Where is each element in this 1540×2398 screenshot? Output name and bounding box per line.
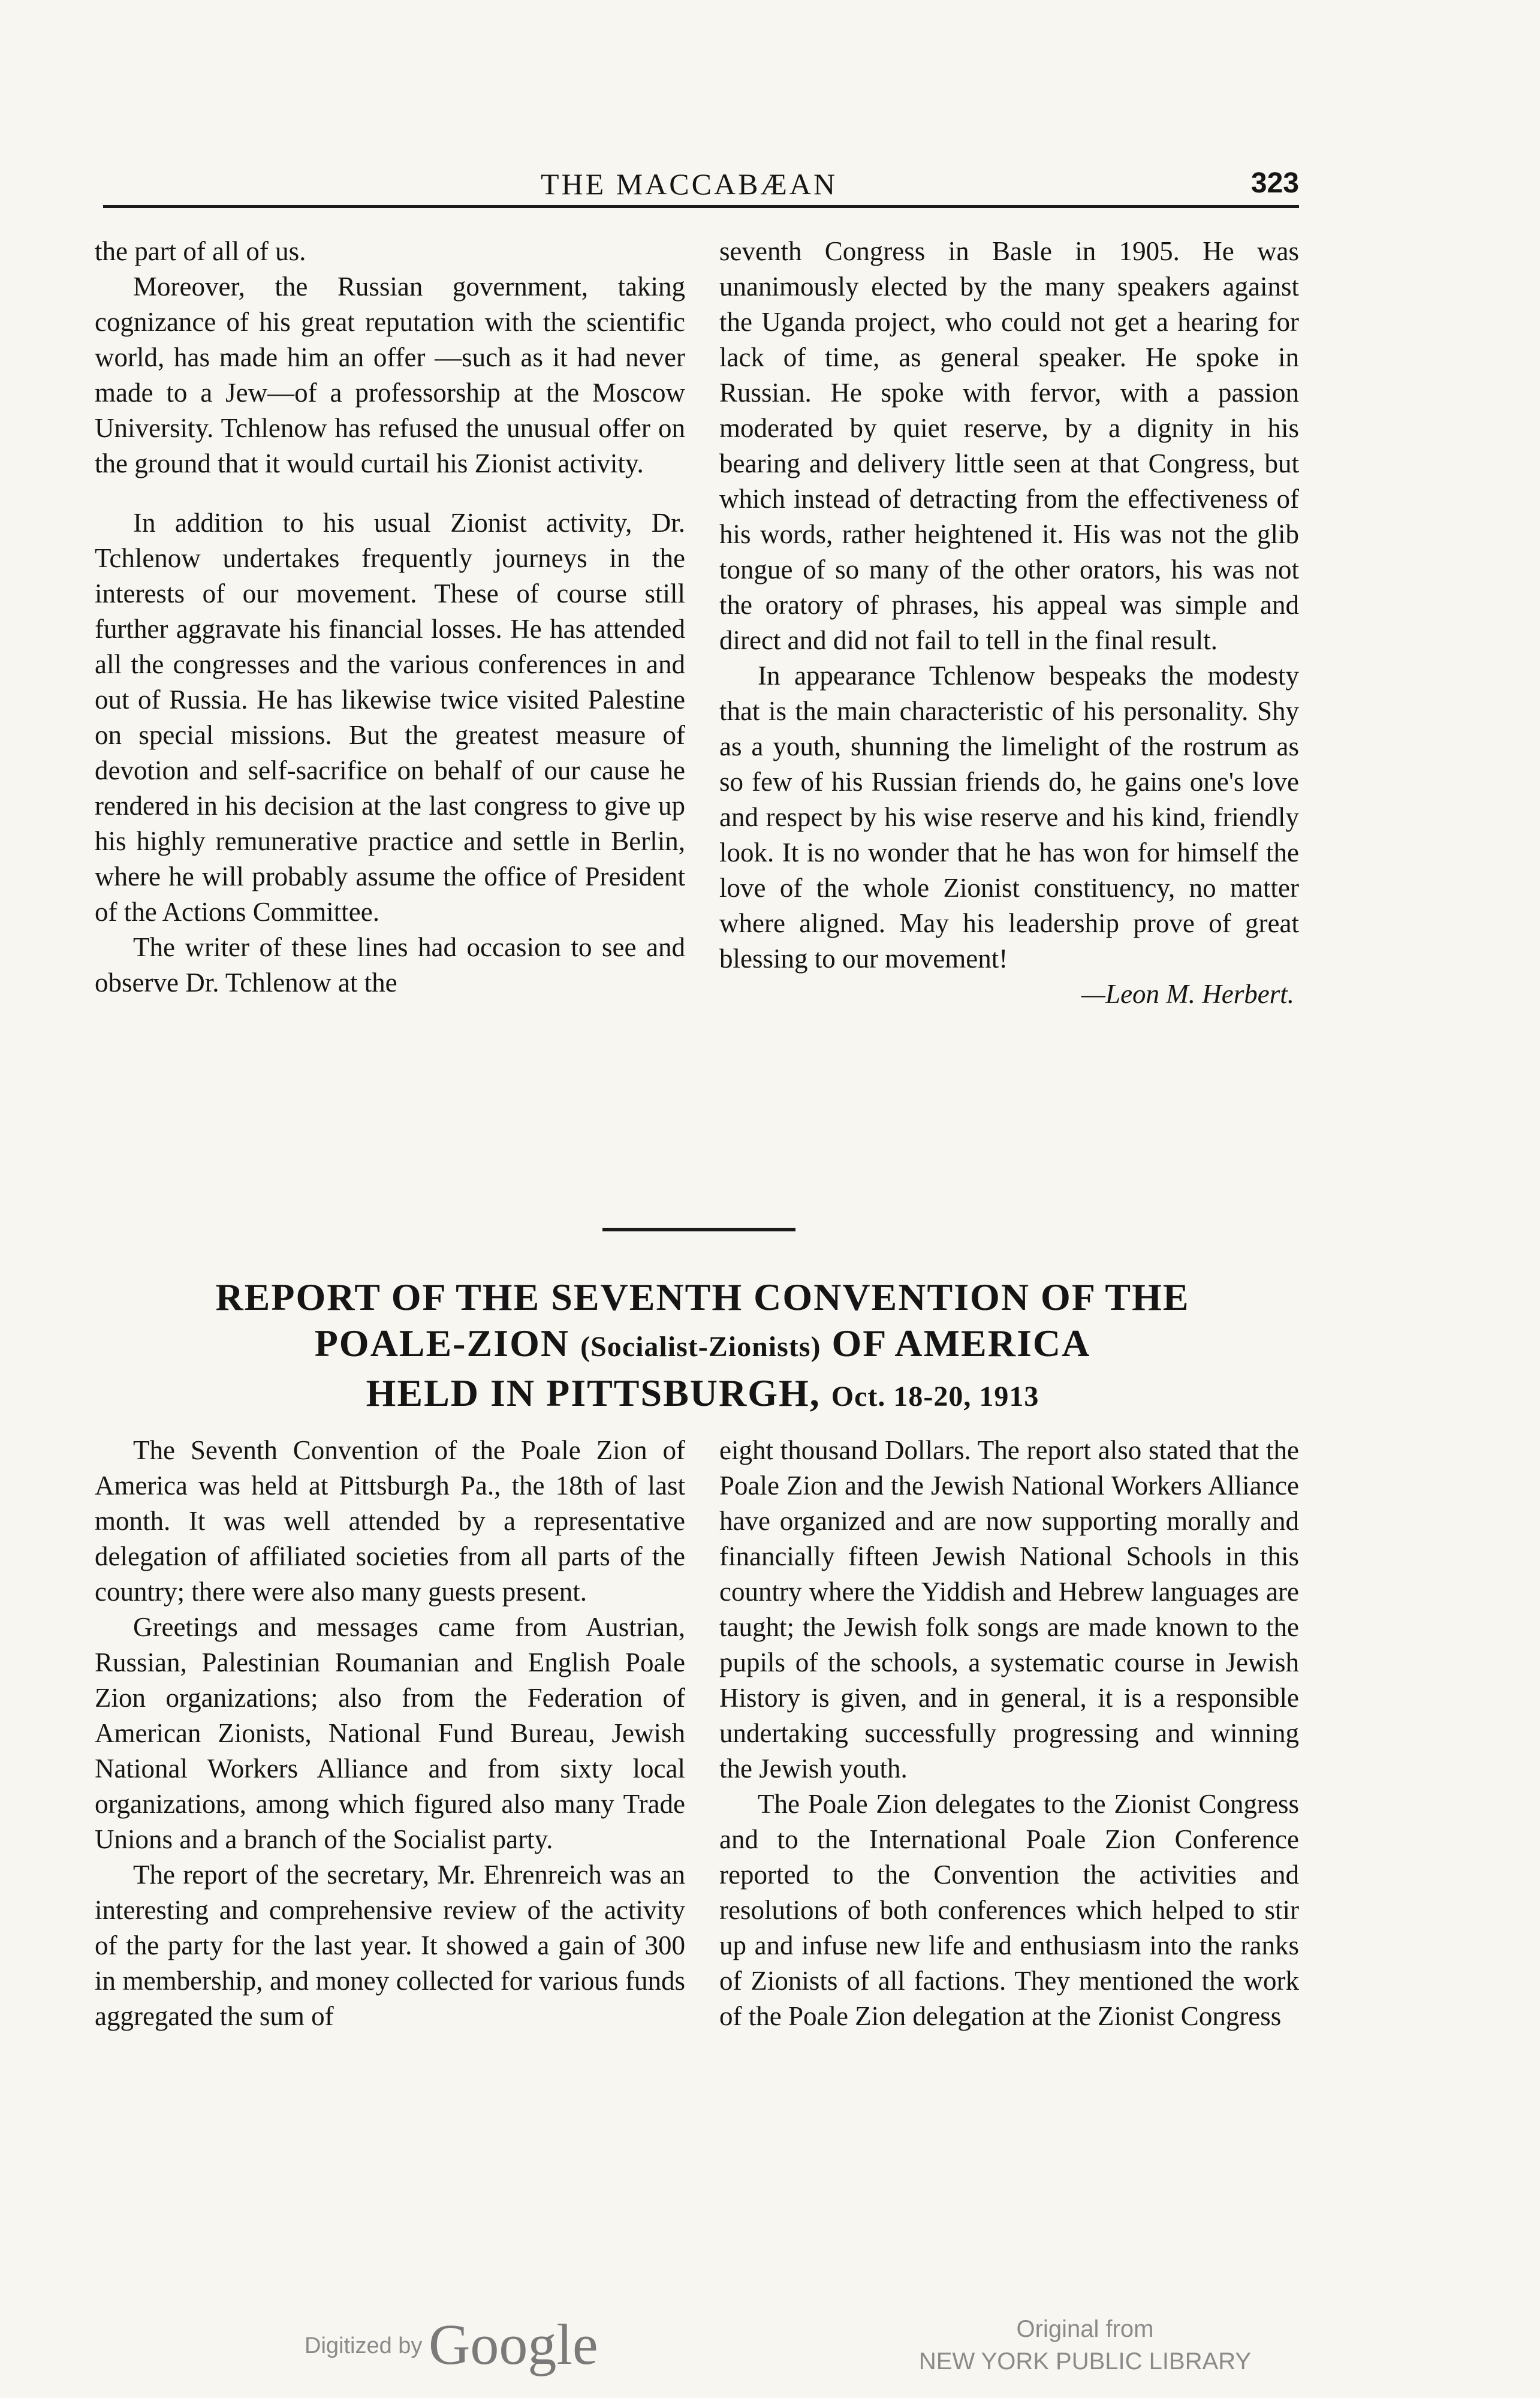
article1-left-column	[95, 234, 685, 1001]
paragraph: The Poale Zion delegates to the Zionist Congress and to the International Poale Zion Conference reported to the Convention the activities and resolutions of both conferences which helped to stir up and infuse new life and enthusiasm into the ranks of Zionists of all factions. They mentioned the work of the Poale Zion delegation at the Zionist Congress	[719, 1789, 1299, 2031]
paragraph: seventh Congress in Basle in 1905. He was unanimously elected by the many speakers against the Uganda project, who could not get a hearing for lack of time, as general speaker. He spoke in Russian. He spoke with fervor, with a passion moderated by quiet reserve, by a dignity in his bearing and delivery little seen at that Congress, but which instead of detracting from the effectiveness of his words, rather heightened it. His was not the glib tongue of so many of the other orators, his was not the oratory of phrases, his appeal was simple and direct and did not fail to tell in the final result.	[719, 236, 1299, 655]
article1-right-column	[719, 234, 1299, 1012]
headline-country: OF AMERICA	[831, 1322, 1091, 1364]
headline-line-3	[103, 1370, 1302, 1420]
paragraph: Greetings and messages came from Austrian, Russian, Palestinian Roumanian and English Poale Zion organizations; also from the Federation of American Zionists, National Fund Bureau, Jewish National Workers Alliance and from sixty local organizations, among which figured also many Trade Unions and a branch of the Socialist party.	[95, 1612, 685, 1854]
headline-line-1: REPORT OF THE SEVENTH CONVENTION OF THE	[215, 1276, 1190, 1318]
headline-date: Oct. 18-20, 1913	[831, 1381, 1039, 1412]
original-from-text: Original from	[1016, 2316, 1154, 2342]
digitized-watermark	[305, 2311, 598, 2378]
digitized-by-text: Digitized by	[305, 2333, 423, 2358]
headline-org-name: POALE-ZION	[314, 1322, 570, 1364]
library-name: NEW YORK PUBLIC LIBRARY	[918, 2348, 1252, 2375]
paragraph: The writer of these lines had occasion to see and observe Dr. Tchlenow at the	[95, 932, 685, 998]
headline-subtitle: (Socialist-Zionists)	[580, 1331, 821, 1363]
paragraph: In appearance Tchlenow bespeaks the modesty that is the main characteristic of his personality. Shy as a youth, shunning the limelight of the rostrum as so few of his Russian friends do, he gains one's love and respect by his wise reserve and his kind, friendly look. It is no wonder that he has won for himself the love of the whole Zionist constituency, no matter where aligned. May his leadership prove of great blessing to our movement!	[719, 661, 1299, 974]
paragraph: eight thousand Dollars. The report also stated that the Poale Zion and the Jewish National Workers Alliance have organized and are now supporting morally and financially fifteen Jewish National Schools in this country where the Yiddish and Hebrew languages are taught; the Jewish folk songs are made known to the pupils of the schools, a systematic course in Jewish History is given, and in general, it is a responsible undertaking successfully progressing and winning the Jewish youth.	[719, 1435, 1299, 1784]
author-signature: —Leon M. Herbert.	[1081, 979, 1294, 1009]
page-number: 323	[1250, 167, 1299, 199]
paragraph: The report of the secretary, Mr. Ehrenreich was an interesting and comprehensive review of the activity of the party for the last year. It showed a gain of 300 in membership, and money collected for various funds aggregated the sum of	[95, 1860, 685, 2031]
headline-location: HELD IN PITTSBURGH,	[366, 1372, 821, 1414]
running-header	[103, 162, 1299, 210]
paragraph: In addition to his usual Zionist activity, Dr. Tchlenow undertakes frequently journeys in the interests of our movement. These of course still further aggravate his financial losses. He has attended all the congresses and the various conferences in and out of Russia. He has likewise twice visited Palestine on special missions. But the greatest measure of devotion and self-sacrifice on behalf of our cause he rendered in his decision at the last congress to give up his highly remunerative practice and settle in Berlin, where he will probably assume the office of President of the Actions Committee.	[95, 508, 685, 927]
paragraph: the part of all of us.	[95, 236, 306, 266]
google-logo: Google	[428, 2312, 598, 2376]
section-divider	[602, 1228, 795, 1231]
article-headline	[103, 1274, 1302, 1420]
article2-left-column	[95, 1433, 685, 2034]
journal-title: THE MACCABÆAN	[541, 167, 838, 201]
paragraph: The Seventh Convention of the Poale Zion of America was held at Pittsburgh Pa., the 18th of last month. It was well attended by a representative delegation of affiliated societies from all parts of the country; there were also many guests present.	[95, 1435, 685, 1607]
source-watermark	[905, 2313, 1265, 2378]
article2-right-column	[719, 1433, 1299, 2034]
paragraph: Moreover, the Russian government, taking cognizance of his great reputation with the scientific world, has made him an offer —such as it had never made to a Jew—of a professorship at the Moscow University. Tchlenow has refused the unusual offer on the ground that it would curtail his Zionist activity.	[95, 272, 685, 478]
header-rule	[103, 205, 1299, 208]
headline-line-2	[103, 1320, 1302, 1370]
